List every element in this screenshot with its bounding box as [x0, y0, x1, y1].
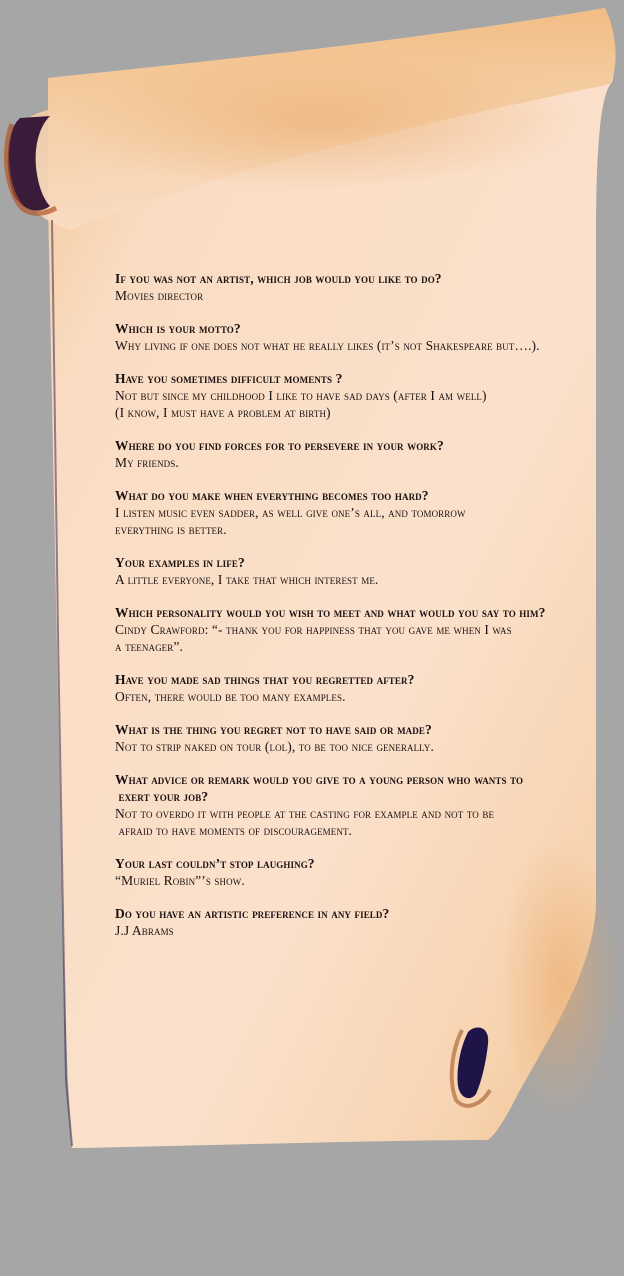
qa-item	[115, 771, 585, 839]
question-text: Have you made sad things that you regretted after?	[115, 672, 415, 687]
qa-item	[115, 320, 585, 354]
interview-qa-list	[115, 270, 585, 955]
answer-text: I listen music even sadder, as well give one’s all, and tomorrow everything is better.	[115, 505, 466, 537]
answer-text: Often, there would be too many examples.	[115, 689, 346, 704]
question-text: If you was not an artist, which job would you like to do?	[115, 271, 442, 286]
answer-text: “Muriel Robin”’s show.	[115, 873, 245, 888]
question-text: What is the thing you regret not to have said or made?	[115, 722, 432, 737]
qa-item	[115, 487, 585, 538]
question-text: What do you make when everything becomes too hard?	[115, 488, 429, 503]
answer-text: Why living if one does not what he really likes (it’s not Shakespeare but….).	[115, 338, 540, 353]
answer-text: Not to overdo it with people at the casting for example and not to be afraid to have moments of discouragement.	[115, 806, 495, 838]
answer-text: J.J Abrams	[115, 923, 174, 938]
qa-item	[115, 721, 585, 755]
answer-text: My friends.	[115, 455, 179, 470]
qa-item	[115, 370, 585, 421]
qa-item	[115, 671, 585, 705]
question-text: Where do you find forces for to persevere in your work?	[115, 438, 444, 453]
question-text: Which is your motto?	[115, 321, 241, 336]
qa-item	[115, 604, 585, 655]
answer-text: Not to strip naked on tour (lol), to be too nice generally.	[115, 739, 434, 754]
question-text: Your last couldn’t stop laughing?	[115, 856, 315, 871]
answer-text: Not but since my childhood I like to have sad days (after I am well) (I know, I must have a problem at birth)	[115, 388, 487, 420]
question-text: Your examples in life?	[115, 555, 245, 570]
question-text: Have you sometimes difficult moments ?	[115, 371, 343, 386]
qa-item	[115, 855, 585, 889]
answer-text: A little everyone, I take that which interest me.	[115, 572, 379, 587]
question-text: What advice or remark would you give to a young person who wants to exert your job?	[115, 772, 524, 804]
qa-item	[115, 905, 585, 939]
qa-item	[115, 270, 585, 304]
answer-text: Movies director	[115, 288, 204, 303]
qa-item	[115, 437, 585, 471]
qa-item	[115, 554, 585, 588]
answer-text: Cindy Crawford: “- thank you for happiness that you gave me when I was a teenager”.	[115, 622, 512, 654]
question-text: Which personality would you wish to meet and what would you say to him?	[115, 605, 546, 620]
question-text: Do you have an artistic preference in any field?	[115, 906, 390, 921]
